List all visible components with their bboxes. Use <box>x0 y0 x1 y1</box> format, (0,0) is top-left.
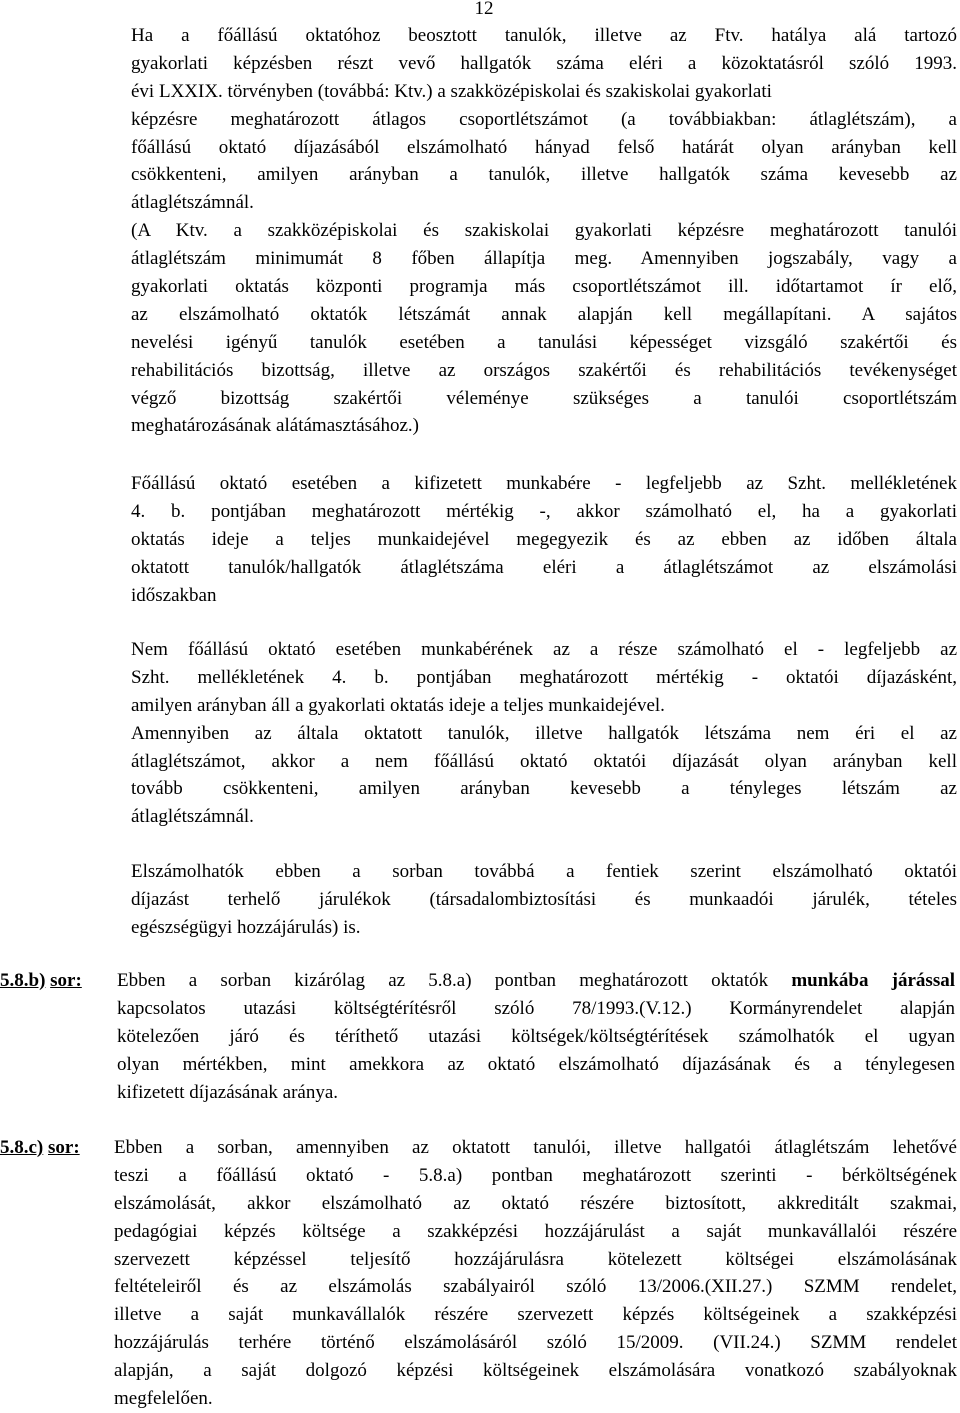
text-line <box>117 967 955 995</box>
text-line: rehabilitációs bizottság, illetve az országos szakértői és rehabilitációs tevékenységet <box>131 359 957 381</box>
text-line: meghatározásának alátámasztásához.) <box>131 415 420 437</box>
text-line: Ha a főállású oktatóhoz beosztott tanulók, illetve az Ftv. hatálya alá tartozó <box>131 25 957 46</box>
text-line: olyan mértékben, mint amekkora az oktató elszámolható díjazásának és a ténylegesen <box>117 1053 955 1075</box>
text-line: Szht. mellékletének 4. b. pontjában meghatározott mértékig - oktatói díjazásként, <box>131 666 957 688</box>
text-line: az elszámolható oktatók létszámát annak alapján kell megállapítani. A sajátos <box>131 303 957 325</box>
paragraph-part-time-instructor <box>131 636 957 831</box>
text-line: teszi a főállású oktató - 5.8.a) pontban meghatározott szerinti - bérköltségének <box>114 1164 957 1186</box>
text-line: hozzájárulás terhére történő elszámolásáról szóló 15/2009. (VII.24.) SZMM rendelet <box>114 1332 957 1354</box>
text-line: Ebben a sorban, amennyiben az oktatott tanulói, illetve hallgatói átlaglétszám lehetővé <box>114 1137 957 1158</box>
text-line: amilyen arányban áll a gyakorlati oktatás ideje a teljes munkaidejével. <box>131 694 665 716</box>
section-number: 5.8.c) <box>0 1137 44 1158</box>
text-line: pedagógiai képzés költsége a szakképzési hozzájárulást a saját munkavállalói részére <box>114 1220 957 1242</box>
text-line: feltételeiről és az elszámolás szabályairól szóló 13/2006.(XII.27.) SZMM rendelet, <box>114 1276 957 1298</box>
bold-phrase: munkába járással <box>791 970 955 991</box>
page-number: 12 <box>474 0 494 19</box>
section-sor: sor: <box>48 1137 80 1158</box>
text-line: évi LXXIX. törvényben (továbbá: Ktv.) a szakközépiskolai és szakiskolai gyakorlati <box>131 80 772 102</box>
paragraph-full-time-instructor <box>131 470 957 609</box>
text-line: csökkenteni, amilyen arányban a tanulók, illetve hallgatók száma kevesebb az <box>131 164 957 186</box>
section-body <box>117 967 955 1106</box>
text-line: végző bizottság szakértői véleménye szükséges a tanulói csoportlétszám <box>131 387 957 409</box>
text-line: gyakorlati oktatás központi programja más csoportlétszámot ill. időtartamot ír elő, <box>131 276 957 298</box>
text-line: nevelési igényű tanulók esetében a tanulási képességet vizsgáló szakértői és <box>131 331 957 353</box>
text-line: oktatás ideje a teljes munkaidejével megegyezik és az ebben az időben általa <box>131 528 957 550</box>
text-line: átlaglétszámot, akkor a nem főállású oktató oktatói díjazását olyan arányban kell <box>131 750 957 772</box>
section-body <box>114 1134 957 1413</box>
text-line: Főállású oktató esetében a kifizetett munkabére - legfeljebb az Szht. mellékletének <box>131 473 957 494</box>
text-line: kapcsolatos utazási költségtérítésről szóló 78/1993.(V.12.) Kormányrendelet alapján <box>117 997 955 1019</box>
text-line: tovább csökkenteni, amilyen arányban kevesebb a tényleges létszám az <box>131 778 957 800</box>
text-span: Ebben a sorban kizárólag az 5.8.a) pontban meghatározott oktatók <box>117 970 792 991</box>
text-line: gyakorlati képzésben részt vevő hallgatók száma eléri a közoktatásról szóló 1993. <box>131 52 957 74</box>
text-line: díjazást terhelő járulékok (társadalombiztosítási és munkaadói járulék, tételes <box>131 888 957 910</box>
text-line: kötelezően járó és téríthető utazási költségek/költségtérítések számolhatók el ugyan <box>117 1025 955 1047</box>
text-line: átlaglétszámnál. <box>131 192 254 214</box>
text-line: szervezett képzéssel teljesítő hozzájárulásra kötelezett költségei elszámolásának <box>114 1248 957 1270</box>
paragraph-average-headcount <box>131 22 957 440</box>
text-line: Amennyiben az általa oktatott tanulók, illetve hallgatók létszáma nem éri el az <box>131 722 957 744</box>
text-line: 4. b. pontjában meghatározott mértékig -, akkor számolható el, ha a gyakorlati <box>131 500 957 522</box>
text-line: elszámolását, akkor elszámolható az oktató részére biztosított, akkreditált szakmai, <box>114 1192 957 1214</box>
text-line: oktatott tanulók/hallgatók átlaglétszáma eléri a átlaglétszámot az elszámolási <box>131 556 957 578</box>
text-line: (A Ktv. a szakközépiskolai és szakiskolai gyakorlati képzésre meghatározott tanulói <box>131 220 957 242</box>
text-line: alapján, a saját dolgozó képzési költségeinek elszámolására vonatkozó szabályoknak <box>114 1360 957 1382</box>
text-line: megfelelően. <box>114 1388 213 1410</box>
text-line: átlaglétszám minimumát 8 főben állapítja meg. Amennyiben jogszabály, vagy a <box>131 248 957 270</box>
text-line: átlaglétszámnál. <box>131 806 254 828</box>
section-sor: sor: <box>50 970 82 991</box>
section-label <box>0 967 82 995</box>
text-line: egészségügyi hozzájárulás) is. <box>131 916 361 938</box>
text-line: Nem főállású oktató esetében munkabérének az a része számolható el - legfeljebb az <box>131 639 957 660</box>
text-line: képzésre meghatározott átlagos csoportlétszámot (a továbbiakban: átlaglétszám), a <box>131 108 957 130</box>
text-line: Elszámolhatók ebben a sorban továbbá a fentiek szerint elszámolható oktatói <box>131 861 957 882</box>
text-line: főállású oktató díjazásából elszámolható hányad felső határát olyan arányban kell <box>131 136 957 158</box>
text-line: illetve a saját munkavállalók részére szervezett képzés költségeinek a szakképzési <box>114 1304 957 1326</box>
section-label <box>0 1134 80 1162</box>
paragraph-contributions <box>131 858 957 942</box>
text-line: időszakban <box>131 584 217 606</box>
section-number: 5.8.b) <box>0 970 46 991</box>
text-line: kifizetett díjazásának aránya. <box>117 1081 339 1103</box>
